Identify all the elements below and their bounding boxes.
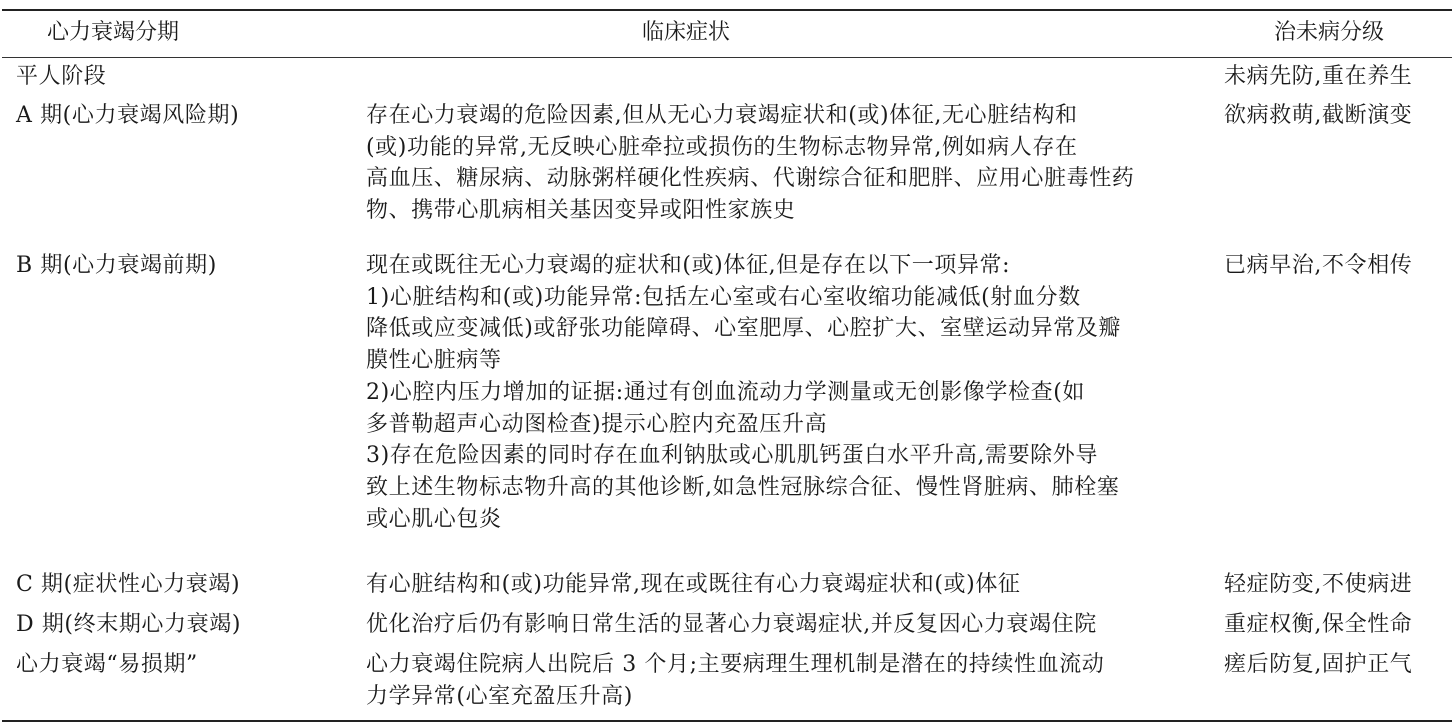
header-stage: 心力衰竭分期: [47, 20, 180, 45]
row-4-symptoms: [366, 609, 1216, 641]
row-2-symptom-line: 1)心脏结构和(或)功能异常:包括左心室或右心室收缩功能减低(射血分数: [366, 284, 1081, 310]
row-4-stage: D 期(终末期心力衰竭): [16, 612, 241, 637]
row-2-symptom-line: 多普勒超声心动图检查)提示心腔内充盈压升高: [366, 411, 828, 437]
row-3-grade: 轻症防变,不使病进: [1224, 572, 1413, 597]
row-0-stage: 平人阶段: [16, 64, 107, 89]
row-2-stage: B 期(心力衰竭前期): [16, 253, 217, 278]
table-bottom-rule: [2, 720, 1452, 722]
row-2-symptom-line: 降低或应变减低)或舒张功能障碍、心室肥厚、心腔扩大、室壁运动异常及瓣: [366, 316, 1121, 342]
row-2-symptoms: [366, 250, 1216, 535]
row-5-symptom-line: 力学异常(心室充盈压升高): [366, 683, 633, 709]
row-2-symptom-line: 3)存在危险因素的同时存在血利钠肽或心肌肌钙蛋白水平升高,需要除外导: [366, 443, 1098, 469]
row-2-symptom-line: 现在或既往无心力衰竭的症状和(或)体征,但是存在以下一项异常:: [366, 253, 1011, 278]
row-5-symptom-line: 心力衰竭住院病人出院后 3 个月;主要病理生理机制是潜在的持续性血流动: [366, 652, 1105, 677]
row-5-grade: 瘥后防复,固护正气: [1224, 652, 1413, 677]
row-1-symptom-line: (或)功能的异常,无反映心脏牵拉或损伤的生物标志物异常,例如病人存在: [366, 134, 1078, 160]
row-3-symptoms: [366, 569, 1216, 601]
row-1-symptom-line: 高血压、糖尿病、动脉粥样硬化性疾病、代谢综合征和肥胖、应用心脏毒性药: [366, 166, 1135, 192]
row-5-stage: 心力衰竭“易损期”: [16, 652, 198, 677]
row-3-symptom-line: 有心脏结构和(或)功能异常,现在或既往有心力衰竭症状和(或)体征: [366, 572, 1021, 597]
table-top-rule: [2, 9, 1452, 11]
row-2-grade: 已病早治,不令相传: [1224, 253, 1413, 278]
header-symptoms: 临床症状: [642, 20, 731, 45]
row-5-symptoms: [366, 649, 1216, 712]
table-header-rule: [2, 57, 1452, 58]
header-grade: 治未病分级: [1274, 20, 1385, 45]
row-2-symptom-line: 2)心腔内压力增加的证据:通过有创血流动力学测量或无创影像学检查(如: [366, 379, 1085, 405]
row-1-stage: A 期(心力衰竭风险期): [16, 103, 240, 128]
row-4-grade: 重症权衡,保全性命: [1224, 612, 1413, 637]
row-2-symptom-line: 或心肌心包炎: [366, 506, 502, 532]
row-1-grade: 欲病救萌,截断演变: [1224, 103, 1413, 128]
row-4-symptom-line: 优化治疗后仍有影响日常生活的显著心力衰竭症状,并反复因心力衰竭住院: [366, 612, 1097, 637]
row-2-symptom-line: 致上述生物标志物升高的其他诊断,如急性冠脉综合征、慢性肾脏病、肺栓塞: [366, 474, 1120, 500]
row-1-symptoms: [366, 100, 1216, 227]
row-0-grade: 未病先防,重在养生: [1224, 64, 1413, 89]
row-2-symptom-line: 膜性心脏病等: [366, 348, 502, 374]
row-3-stage: C 期(症状性心力衰竭): [16, 572, 241, 597]
row-1-symptom-line: 物、携带心肌病相关基因变异或阳性家族史: [366, 198, 796, 224]
row-1-symptom-line: 存在心力衰竭的危险因素,但从无心力衰竭症状和(或)体征,无心脏结构和: [366, 103, 1078, 128]
